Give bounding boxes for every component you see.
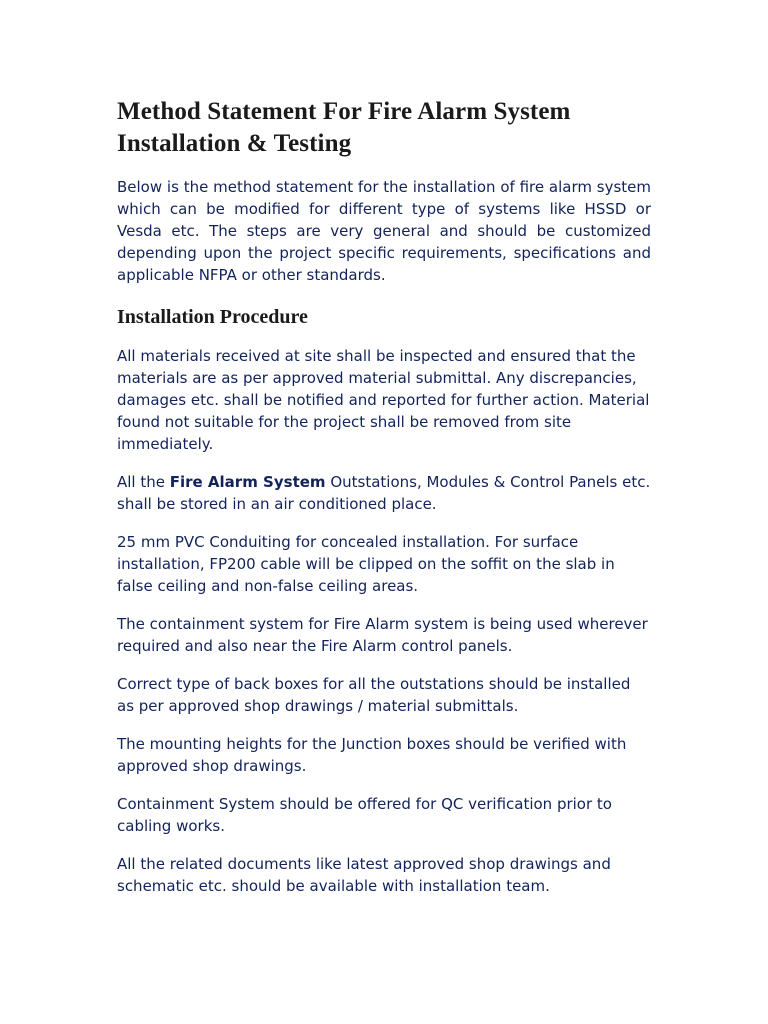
intro-paragraph: Below is the method statement for the installation of fire alarm system which can be modified for different type of systems like HSSD or Vesda etc. The steps are very general and should be customized depending upon the project specific requirements, specifications and applicable NFPA or other standards.: [117, 178, 651, 284]
procedure-paragraph-5: Correct type of back boxes for all the outstations should be installed as per approved shop drawings / material submittals.: [117, 675, 631, 715]
procedure-paragraph-8: All the related documents like latest approved shop drawings and schematic etc. should be available with installation team.: [117, 855, 611, 895]
fire-alarm-system-link[interactable]: Fire Alarm System: [169, 473, 326, 491]
procedure-paragraph-1: All materials received at site shall be inspected and ensured that the materials are as per approved material submittal. Any discrepancies, damages etc. shall be notified and reported for further action. Material found not suitable for the project shall be removed from site immediately.: [117, 347, 650, 453]
paragraph-2-lead: All the: [117, 473, 170, 491]
procedure-paragraph-6: The mounting heights for the Junction boxes should be verified with approved shop drawings.: [117, 735, 627, 775]
procedure-paragraph-4: The containment system for Fire Alarm system is being used wherever required and also near the Fire Alarm control panels.: [117, 615, 648, 655]
section-heading: Installation Procedure: [117, 306, 308, 328]
procedure-paragraph-2: [117, 471, 651, 515]
document-page: [117, 96, 651, 913]
procedure-paragraph-7: Containment System should be offered for QC verification prior to cabling works.: [117, 795, 612, 835]
document-title: Method Statement For Fire Alarm System Installation & Testing: [117, 98, 571, 157]
procedure-paragraph-3: 25 mm PVC Conduiting for concealed installation. For surface installation, FP200 cable will be clipped on the soffit on the slab in false ceiling and non-false ceiling areas.: [117, 533, 615, 595]
paragraph-2-rest: Outstations, Modules & Control Panels etc. shall be stored in an air conditioned place.: [117, 473, 651, 513]
